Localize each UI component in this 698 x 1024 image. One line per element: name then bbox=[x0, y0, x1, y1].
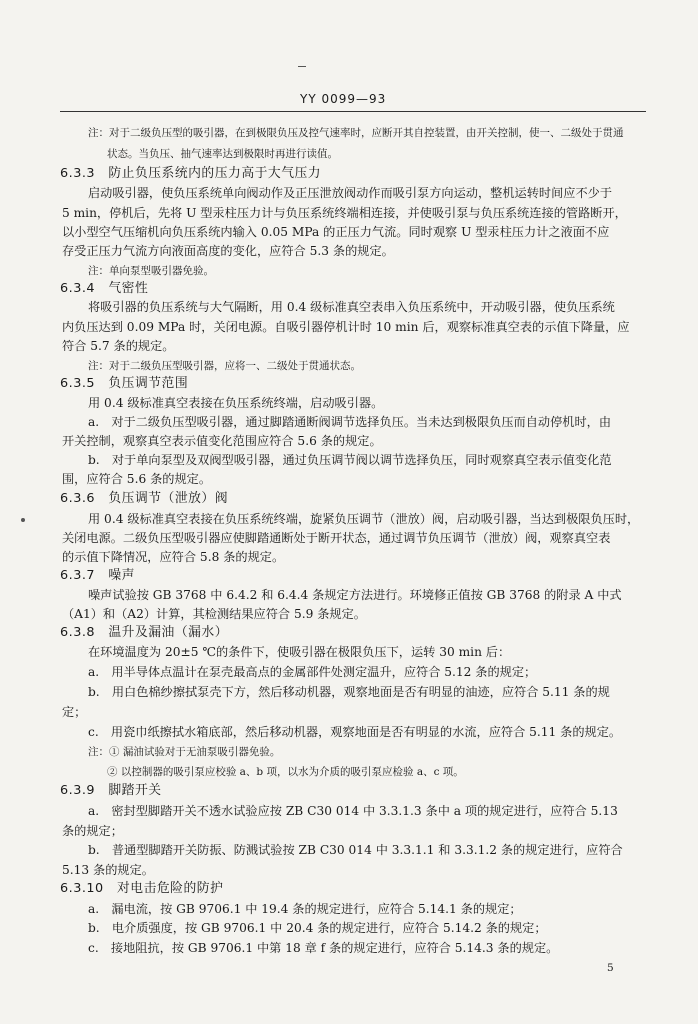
section-heading: 6.3.4 气密性 bbox=[60, 281, 149, 296]
body-line: 噪声试验按 GB 3768 中 6.4.2 和 6.4.4 条规定方法进行。环境修正值按 GB 3768 的附录 A 中式 bbox=[88, 588, 622, 602]
body-line: 围，应符合 5.6 条的规定。 bbox=[62, 472, 212, 486]
list-item: b. 普通型脚踏开关防振、防溅试验按 ZB C30 014 中 3.3.1.1 和 3.3.1.2 条的规定进行，应符合 bbox=[88, 843, 623, 857]
list-item: b. 对于单向泵型及双阀型吸引器，通过负压调节阀以调节选择负压，同时观察真空表示值变化范 bbox=[88, 453, 612, 467]
section-heading: 6.3.3 防止负压系统内的压力高于大气压力 bbox=[60, 166, 322, 181]
body-line: 关闭电源。二级负压型吸引器应使脚踏通断处于断开状态，通过调节负压调节（泄放）阀，观察真空表 bbox=[62, 531, 611, 545]
section-heading: 6.3.10 对电击危险的防护 bbox=[60, 881, 224, 896]
body-line: 内负压达到 0.09 MPa 时，关闭电源。自吸引器停机计时 10 min 后，观察标准真空表的示值下降量，应 bbox=[62, 320, 630, 334]
body-line: 的示值下降情况，应符合 5.8 条的规定。 bbox=[62, 550, 285, 564]
list-item: c. 用瓷巾纸擦拭水箱底部，然后移动机器，观察地面是否有明显的水流，应符合 5.11 条的规定。 bbox=[88, 725, 622, 739]
section-heading: 6.3.8 温升及漏油（漏水） bbox=[60, 625, 229, 640]
body-line: 5.13 条的规定。 bbox=[62, 863, 154, 877]
body-line: 存受正压力气流方向液面高度的变化，应符合 5.3 条的规定。 bbox=[62, 244, 394, 258]
body-line: 将吸引器的负压系统与大气隔断，用 0.4 级标准真空表串入负压系统中，开动吸引器，使负压系统 bbox=[88, 300, 615, 314]
section-heading: 6.3.5 负压调节范围 bbox=[60, 376, 189, 391]
body-line: 用 0.4 级标准真空表接在负压系统终端，旋紧负压调节（泄放）阀，启动吸引器，当达到极限负压时， bbox=[88, 512, 640, 526]
body-line: 用 0.4 级标准真空表接在负压系统终端，启动吸引器。 bbox=[88, 396, 384, 410]
note-line: 注：对于二级负压型吸引器，应将一、二级处于贯通状态。 bbox=[88, 360, 361, 372]
note-line: 注：① 漏油试验对于无油泵吸引器免验。 bbox=[88, 746, 281, 758]
note-line: 注：单向泵型吸引器免验。 bbox=[88, 265, 214, 277]
body-line: 开关控制，观察真空表示值变化范围应符合 5.6 条的规定。 bbox=[62, 434, 382, 448]
standard-code: YY 0099—93 bbox=[300, 92, 387, 106]
header-rule bbox=[60, 111, 646, 112]
note-line: ② 以控制器的吸引泵应校验 a、b 项，以水为介质的吸引泵应检验 a、c 项。 bbox=[107, 766, 464, 778]
body-line: 条的规定； bbox=[62, 824, 123, 838]
page-number: 5 bbox=[607, 962, 614, 974]
note-line: 状态。当负压、抽气速率达到极限时再进行读值。 bbox=[107, 148, 338, 160]
section-heading: 6.3.9 脚踏开关 bbox=[60, 783, 162, 798]
body-line: 符合 5.7 条的规定。 bbox=[62, 339, 175, 353]
body-line: 5 min，停机后，先将 U 型汞柱压力计与负压系统终端相连接，并使吸引泵与负压系统连接的管路断开， bbox=[62, 206, 627, 220]
list-item: b. 电介质强度，按 GB 9706.1 中 20.4 条的规定进行，应符合 5.14.2 条的规定； bbox=[88, 921, 547, 935]
body-line: （A1）和（A2）计算，其检测结果应符合 5.9 条规定。 bbox=[62, 607, 366, 621]
list-item: a. 对于二级负压型吸引器，通过脚踏通断阀调节选择负压。当未达到极限负压而自动停机时，由 bbox=[88, 415, 612, 429]
list-item: a. 用半导体点温计在泵壳最高点的金属部件处测定温升，应符合 5.12 条的规定； bbox=[88, 665, 537, 679]
list-item: c. 接地阻抗，按 GB 9706.1 中第 18 章 f 条的规定进行，应符合 5.14.3 条的规定。 bbox=[88, 941, 559, 955]
body-line: 定； bbox=[62, 705, 87, 719]
list-item: b. 用白色棉纱擦拭泵壳下方，然后移动机器，观察地面是否有明显的油迹，应符合 5.11 条的规 bbox=[88, 685, 610, 699]
top-mark bbox=[298, 66, 306, 67]
note-line: 注：对于二级负压型的吸引器，在到极限负压及控气速率时，应断开其自控装置，由开关控制，使一、二级处于贯通 bbox=[88, 127, 624, 139]
section-heading: 6.3.7 噪声 bbox=[60, 568, 135, 583]
body-line: 启动吸引器，使负压系统单向阀动作及正压泄放阀动作而吸引泵方向运动，整机运转时间应不少于 bbox=[88, 186, 613, 200]
list-item: a. 密封型脚踏开关不透水试验应按 ZB C30 014 中 3.3.1.3 条中 a 项的规定进行，应符合 5.13 bbox=[88, 804, 618, 818]
body-line: 以小型空气压缩机向负压系统内输入 0.05 MPa 的正压力气流。同时观察 U 型汞柱压力计之液面不应 bbox=[62, 225, 610, 239]
body-line: 在环境温度为 20±5 ℃的条件下，使吸引器在极限负压下，运转 30 min 后： bbox=[88, 645, 511, 659]
list-item: a. 漏电流，按 GB 9706.1 中 19.4 条的规定进行，应符合 5.14.1 条的规定； bbox=[88, 902, 522, 916]
section-heading: 6.3.6 负压调节（泄放）阀 bbox=[60, 491, 229, 506]
margin-mark bbox=[21, 518, 25, 522]
